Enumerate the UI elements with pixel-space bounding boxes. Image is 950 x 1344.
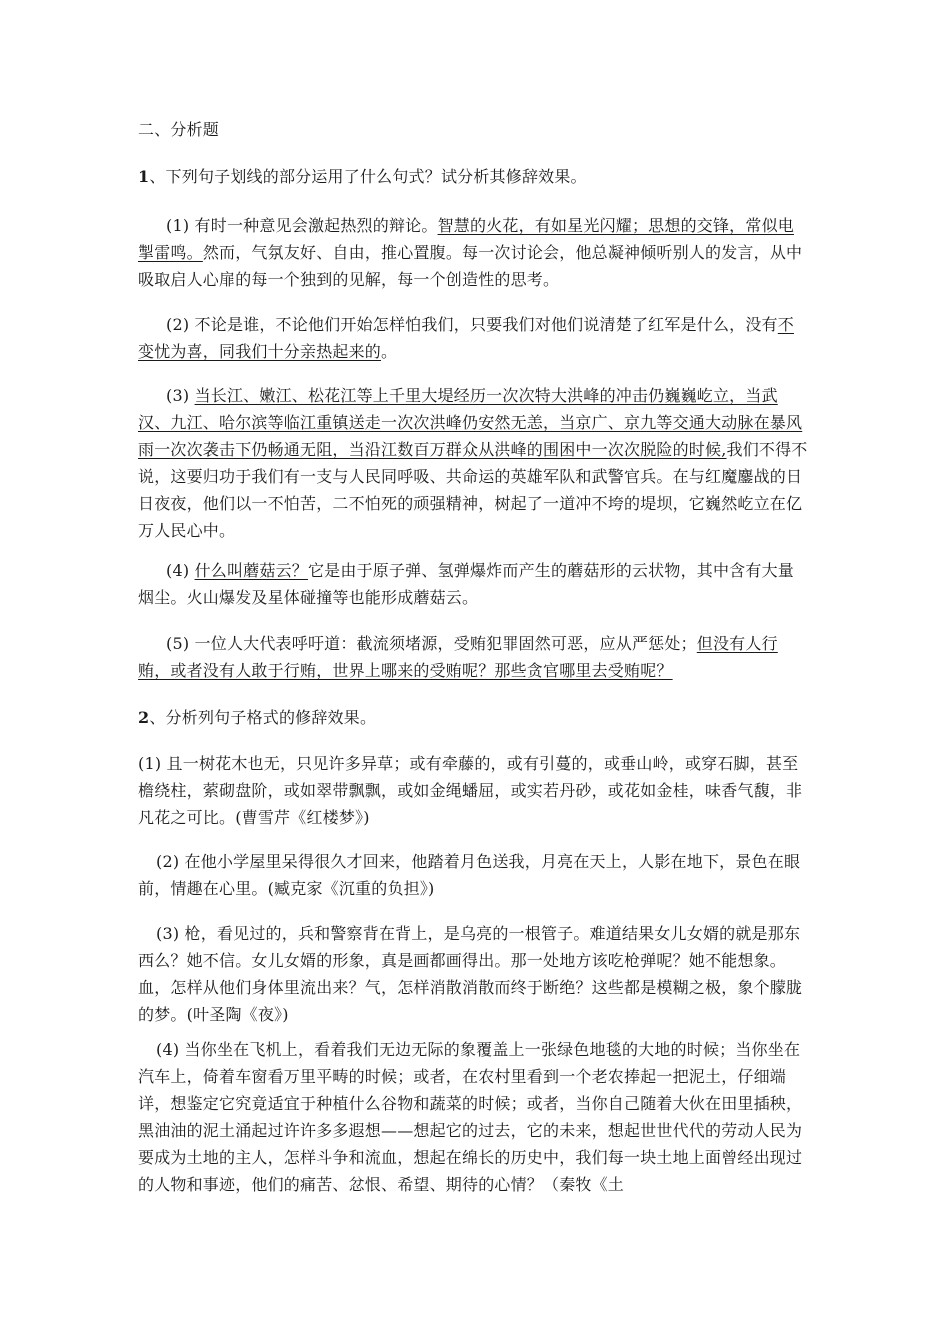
- q2-item-2-text: 在他小学屋里呆得很久才回来，他踏着月色送我，月亮在天上，人影在地下，景色在眼前，情趣在心里。(臧克家《沉重的负担》): [138, 852, 801, 898]
- q1-item-3-post: 我们不得不说，这要归功于我们有一支与人民同呼吸、共命运的英雄军队和武警官兵。在与红魔鏖战的日日夜夜，他们以一不怕苦，二不怕死的顽强精神，树起了一道冲不垮的堤坝，它巍然屹立在亿万人民心中。: [138, 440, 808, 540]
- question-2-title: [138, 704, 810, 731]
- section-heading: 二、分析题: [138, 120, 220, 139]
- q1-item-4-number: (4): [166, 561, 190, 580]
- question-1-number: 1: [138, 167, 150, 186]
- q2-item-2: [138, 848, 810, 902]
- question-1-title: [138, 163, 810, 190]
- q1-item-2-post: 。: [381, 342, 398, 361]
- q1-item-3-number: (3): [166, 386, 190, 405]
- question-1-prompt: 、下列句子划线的部分运用了什么句式？试分析其修辞效果。: [149, 167, 587, 186]
- q2-item-4-text: 当你坐在飞机上，看着我们无边无际的象覆盖上一张绿色地毯的大地的时候；当你坐在汽车上，倚着车窗看万里平畴的时候；或者，在农村里看到一个老农捧起一把泥土，仔细端详，想鉴定它究竟适宜于种植什么谷物和蔬菜的时候；或者，当你自己随着大伙在田里插秧，黑油油的泥土涌起过许许多多遐想——想起它的过去，它的未来，想起世世代代的劳动人民为要成为土地的主人，怎样斗争和流血，想起在绵长的历史中，我们每一块土地上面曾经出现过的人物和事迹，他们的痛苦、忿恨、希望、期待的心情？（秦牧《土: [138, 1040, 803, 1194]
- q1-item-3: [138, 382, 810, 544]
- q1-item-4-post: 它是由于原子弹、氢弹爆炸而产生的蘑菇形的云状物，其中含有大量烟尘。火山爆发及星体碰撞等也能形成蘑菇云。: [138, 561, 794, 607]
- q1-item-4: [138, 557, 810, 611]
- q1-item-2-pre: 不论是谁，不论他们开始怎样怕我们，只要我们对他们说清楚了红军是什么，没有: [189, 315, 778, 334]
- q1-item-5: [138, 630, 810, 684]
- q2-item-3: [138, 920, 810, 1028]
- q1-item-5-underlined: 但没有人行贿，或者没有人敢于行贿，世界上哪来的受贿呢？那些贪官哪里去受贿呢？: [138, 634, 778, 680]
- q2-item-4-number: (4): [156, 1040, 180, 1059]
- q1-item-3-underlined: 当长江、嫩江、松花江等上千里大堤经历一次次特大洪峰的冲击仍巍巍屹立，当武汉、九江、哈尔滨等临江重镇送走一次次洪峰仍安然无恙，当京广、京九等交通大动脉在暴风雨一次次袭击下仍畅通无阻，当沿江数百万群众从洪峰的围困中一次次脱险的时候,: [138, 386, 803, 459]
- q2-item-3-number: (3): [156, 924, 180, 943]
- q1-item-2: [138, 311, 810, 365]
- q1-item-1-number: (1): [166, 216, 190, 235]
- q2-item-2-number: (2): [156, 852, 180, 871]
- q1-item-2-number: (2): [166, 315, 190, 334]
- q1-item-5-pre: 一位人大代表呼吁道：截流须堵源，受贿犯罪固然可恶，应从严惩处；: [189, 634, 697, 653]
- q1-item-1-underlined: 智慧的火花，有如星光闪耀；思想的交锋，常似电掣雷鸣。: [138, 216, 794, 262]
- question-2-number: 2: [138, 708, 150, 727]
- q1-item-2-underlined: 不变忧为喜，同我们十分亲热起来的: [138, 315, 794, 361]
- q1-item-5-number: (5): [166, 634, 190, 653]
- q2-item-1: [138, 750, 810, 831]
- q1-item-1-pre: 有时一种意见会激起热烈的辩论。: [189, 216, 438, 235]
- q2-item-3-text: 枪，看见过的，兵和警察背在背上，是乌亮的一根管子。难道结果女儿女婿的就是那东西么？她不信。女儿女婿的形象，真是画都画得出。那一处地方该吃枪弹呢？她不能想象。血，怎样从他们身体里流出来？气，怎样消散消散而终于断绝？这些都是模糊之极，象个朦胧的梦。(叶圣陶《夜》): [138, 924, 803, 1024]
- q2-item-4: [138, 1036, 810, 1198]
- q1-item-4-underlined: 什么叫蘑菇云？: [194, 561, 308, 580]
- q1-item-1-post: 然而，气氛友好、自由，推心置腹。每一次讨论会，他总凝神倾听别人的发言，从中吸取启人心扉的每一个独到的见解，每一个创造性的思考。: [138, 243, 803, 289]
- q2-item-1-number: (1): [138, 754, 162, 773]
- q1-item-1: [138, 212, 810, 293]
- q2-item-1-text: 且一树花木也无，只见许多异草；或有牵藤的，或有引蔓的，或垂山岭，或穿石脚，甚至檐绕柱，萦砌盘阶，或如翠带飘飘，或如金绳蟠屈，或实若丹砂，或花如金桂，味香气馥，非凡花之可比。(曹雪芹《红楼梦》): [138, 754, 803, 827]
- question-2-prompt: 、分析列句子格式的修辞效果。: [149, 708, 377, 727]
